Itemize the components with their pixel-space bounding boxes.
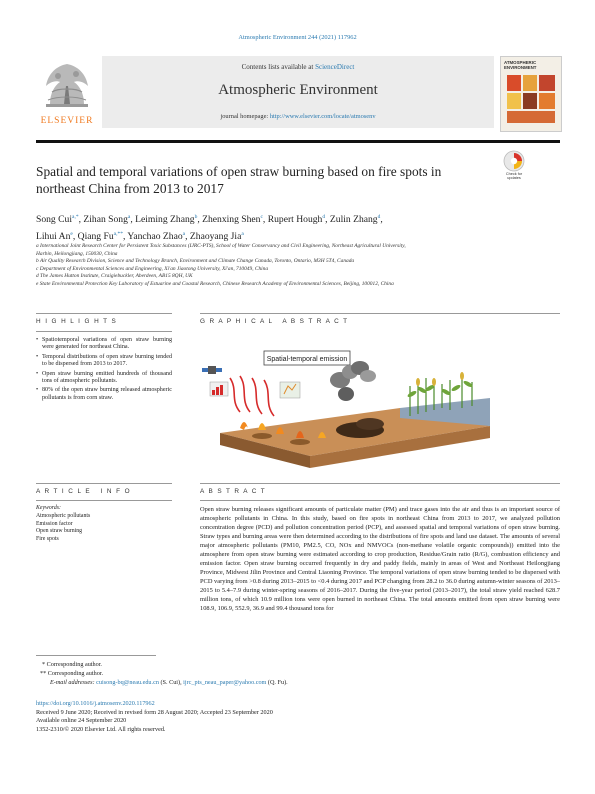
author-name[interactable]: Lihui An — [36, 231, 71, 243]
graphical-abstract-figure — [200, 338, 500, 468]
keyword-item: Atmospheric pollutants — [36, 512, 91, 519]
author-affiliation-marker[interactable]: d — [377, 214, 381, 220]
keywords-label: Keywords: — [36, 505, 61, 511]
check-updates-label: Check for updates — [505, 172, 523, 181]
author-affiliation-marker[interactable]: a — [241, 231, 244, 238]
highlight-item: • 80% of the open straw burning released atmospheric pollutants is from corn straw. — [42, 387, 172, 402]
journal-masthead — [102, 56, 494, 128]
check-updates-icon — [501, 150, 527, 172]
email-link-1[interactable]: cuisong-bq@neau.edu.cn — [96, 679, 159, 686]
homepage-link[interactable]: http://www.elsevier.com/locate/atmosenv — [269, 113, 376, 120]
divider — [36, 483, 172, 484]
affiliation-line: e State Environmental Protection Key Laboratory of Estuarine and Coastal Research, Chinese Research Academy of Environmental Sciences, Beijing, 100012, China — [36, 280, 394, 287]
divider — [36, 655, 156, 656]
keyword-item: Emission factor — [36, 520, 73, 527]
graphical-abstract-heading: G R A P H I C A L A B S T R A C T — [200, 318, 349, 325]
abstract-text: Open straw burning releases significant amounts of particulate matter (PM) and trace gases into the air and thus is an important source of atmospheric pollutants in China. In this study, based on fire spots in northeast China from 2013 to 2017, we analyzed pollution concentration degree (PCD) and pollution concentration period (PCP), and assessed spatial and temporal variations of open straw burning. Straw types and burning areas were then determined according to the distributions of fire spots and land use dataset. The amounts of several major atmospheric pollutants (PM10, PM2.5, CO, NOx and NMVOCs (non-methane volatile organic compounds)) emitted into the atmosphere from open straw burning were estimated according to crop production, Residue/Grain ratio (R/G), combustion efficiency and emission factor. Open straw burning occurred frequently in dry and paddy fields, mainly in areas of West and Northeast Heilongjiang Province, Midwest Jilin Province and Central Liaoning Province. The temporal variations of open straw burning tended to be dispersed with PCD varying from >0.8 during 2013–2015 to <0.4 during 2017 and PCP changing from 28.2 to 36.0 during autumn-winter seasons of 2013–2015 to 5.4–7.9 during winter-spring seasons of 2016–2017. During the five-year period (2013–2017), the total straw yield reached 628.7 million tons, of which 10.9 million tons were open burned in northeast China. The total amounts emitted from open straw burning were 108.9, 106.9, 552.9, 36.9 and 99.4 thousand tons for — [200, 506, 560, 612]
divider — [36, 313, 172, 314]
email-label: E-mail addresses: — [50, 679, 95, 686]
sciencedirect-link[interactable]: ScienceDirect — [315, 63, 355, 71]
divider — [36, 500, 172, 501]
divider — [200, 483, 560, 484]
affiliation-line: c Department of Environmental Sciences and Engineering, Xi'an Jiaotong University, Xi'an, 710049, China — [36, 265, 269, 272]
keyword-item: Fire spots — [36, 536, 59, 543]
author-list — [36, 210, 506, 244]
keywords — [36, 505, 172, 544]
author-affiliation-marker[interactable]: e — [70, 231, 73, 238]
author-name[interactable]: Zulin Zhang — [329, 214, 378, 226]
highlights-list — [36, 337, 172, 404]
contents-prefix: Contents lists available at — [241, 63, 314, 71]
email-name-1: (S. Cui), — [160, 679, 182, 686]
affiliation-line: a International Joint Research Center for Persistent Toxic Substances (IJRC-PTS), School of Water Conservancy and Civil Engineering, Northeast Agricultural University, — [36, 243, 406, 249]
journal-cover — [500, 56, 562, 132]
author-name[interactable]: Zhaoyang Jia — [189, 231, 242, 243]
email-line — [36, 678, 436, 687]
author-line-1: Song Cui$^{a,*}$, Zihan Song$^a$, Leiming Zhang$^b$, Zhenxing Shen$^c$, Rupert Hough$^d$, Zulin Zhang$^d$, — [36, 214, 383, 226]
divider — [200, 500, 560, 501]
cover-title: ATMOSPHERIC ENVIRONMENT — [504, 60, 537, 70]
highlights-heading: H I G H L I G H T S — [36, 318, 118, 325]
author-affiliation-marker[interactable]: a — [182, 231, 186, 238]
header-rule — [36, 140, 560, 143]
author-affiliation-marker[interactable]: c — [260, 214, 263, 220]
publisher-name: ELSEVIER — [40, 116, 94, 126]
divider — [200, 313, 560, 314]
highlight-item: • Open straw burning emitted hundreds of thousand tons of atmospheric pollutants. — [42, 371, 172, 386]
footnotes — [36, 660, 436, 687]
article-info-heading: A R T I C L E I N F O — [36, 488, 131, 495]
affiliation-line: b Air Quality Research Division, Science and Technology Branch, Environment and Climate Change Canada, Toronto, Ontario, M3H 5T4, Canada — [36, 258, 355, 265]
author-name[interactable]: Rupert Hough — [267, 214, 323, 226]
homepage-prefix: journal homepage: — [220, 113, 269, 120]
author-name[interactable]: Leiming Zhang — [135, 214, 195, 226]
author-affiliation-marker[interactable]: d — [322, 214, 326, 220]
journal-name: Atmospheric Environment — [218, 82, 378, 98]
author-affiliation-marker[interactable]: a — [127, 214, 131, 220]
email-name-2: (Q. Fu). — [267, 679, 288, 686]
copyright: 1352-2310/© 2020 Elsevier Ltd. All rights reserved. — [36, 725, 166, 733]
highlight-item: • Spatiotemporal variations of open straw burning were generated for northeast China. — [42, 337, 172, 352]
keyword-item: Open straw burning — [36, 528, 83, 535]
affiliation-line: d The James Hutton Institute, Craigiebuckler, Aberdeen, AB15 8QH, UK — [36, 273, 193, 280]
corresponding-author-1: * Corresponding author. — [42, 661, 102, 668]
available-online: Available online 24 September 2020 — [36, 717, 127, 725]
author-name[interactable]: Song Cui — [36, 214, 72, 226]
divider — [36, 331, 172, 332]
homepage-line — [102, 113, 494, 120]
received-dates: Received 9 June 2020; Received in revised form 28 August 2020; Accepted 23 September 2020 — [36, 708, 273, 716]
author-name[interactable]: Qiang Fu — [77, 231, 114, 243]
author-affiliation-marker[interactable]: a,* — [72, 214, 79, 220]
affiliations — [36, 243, 560, 289]
author-line-2: Lihui An$^e$, Qiang $Fu^{a,**}$, Yanchao Zhao$^a$, Zhaoyang Jia$^a$ — [36, 231, 244, 243]
author-affiliation-marker[interactable]: a,** — [113, 231, 123, 238]
highlight-item: • Temporal distributions of open straw burning tended to be dispersed from 2013 to 2017. — [42, 354, 172, 369]
abstract-heading: A B S T R A C T — [200, 488, 267, 495]
author-name[interactable]: Zhenxing Shen — [202, 214, 261, 226]
author-name[interactable]: Zihan Song — [83, 214, 128, 226]
article-title: Spatial and temporal variations of open straw burning based on fire spots in northeast China from 2013 to 2017 — [36, 164, 442, 196]
email-link-2[interactable]: ijrc_pts_neau_paper@yahoo.com — [183, 679, 267, 686]
corresponding-author-2: ** Corresponding author. — [40, 670, 104, 677]
journal-citation[interactable]: Atmospheric Environment 244 (2021) 117962 — [238, 34, 357, 41]
elsevier-logo — [36, 56, 98, 130]
graphical-box-label: Spatial-temporal emission — [266, 356, 348, 363]
affiliation-line: Harbin, Heilongjiang, 150030, China — [36, 250, 118, 257]
author-name[interactable]: Yanchao Zhao — [127, 231, 183, 243]
contents-line — [102, 63, 494, 71]
author-affiliation-marker[interactable]: b — [194, 214, 198, 220]
publication-info — [36, 700, 436, 734]
doi-link[interactable]: https://doi.org/10.1016/j.atmosenv.2020.117962 — [36, 700, 155, 707]
check-updates-badge[interactable] — [499, 150, 529, 180]
